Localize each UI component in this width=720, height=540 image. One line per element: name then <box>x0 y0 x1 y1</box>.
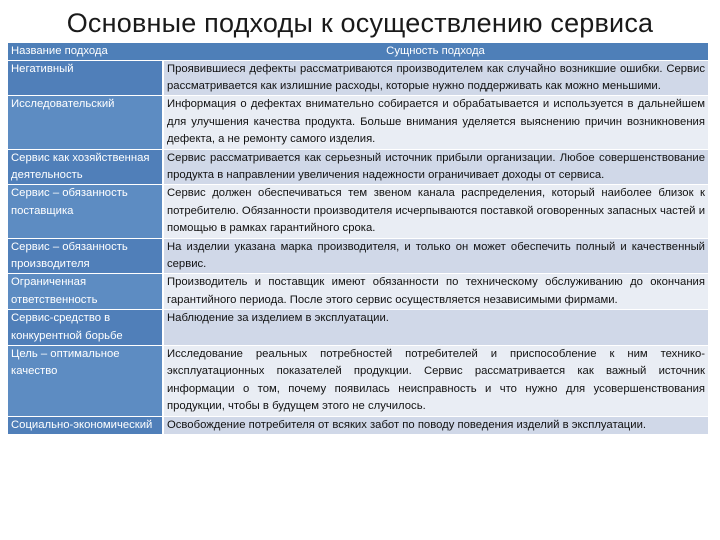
table-row <box>8 416 708 434</box>
approach-description: Сервис рассматривается как серьезный источник прибыли организации. Любое совершенствование продукта в направлении увеличения надежности ограничивает доходы от сервиса. <box>163 149 708 185</box>
approach-description: Проявившиеся дефекты рассматриваются производителем как случайно возникшие ошибки. Сервис рассматривается как излишние расходы, которые нужно поддерживать как можно меньшими. <box>163 60 708 96</box>
approach-description: Информация о дефектах внимательно собирается и обрабатывается и используется в дальнейшем для улучшения качества продукта. Больше внимания уделяется выяснению причин возникновения дефекта, а не ремонту самого изделия. <box>163 96 708 149</box>
column-header-name: Название подхода <box>8 43 163 60</box>
approaches-table <box>8 43 708 435</box>
approach-name: Исследовательский <box>8 96 163 149</box>
table-row <box>8 310 708 346</box>
approach-description: Производитель и поставщик имеют обязанности по техническому обслуживанию до окончания гарантийного периода. После этого сервис осуществляется независимыми фирмами. <box>163 274 708 310</box>
approach-name: Сервис – обязанность поставщика <box>8 185 163 238</box>
approach-description: Наблюдение за изделием в эксплуатации. <box>163 310 708 346</box>
approach-description: Сервис должен обеспечиваться тем звеном канала распределения, который наиболее близок к потребителю. Обязанности производителя исчерпываются поставкой оговоренных запасных частей и помощью в рамках гарантийного срока. <box>163 185 708 238</box>
approach-name: Сервис – обязанность производителя <box>8 238 163 274</box>
table-header-row <box>8 43 708 60</box>
table-row <box>8 149 708 185</box>
column-header-essence: Сущность подхода <box>163 43 708 60</box>
slide-title: Основные подходы к осуществлению сервиса <box>66 8 654 38</box>
approach-description: Исследование реальных потребностей потребителей и приспособление к ним технико-эксплуатационных показателей продукции. Сервис рассматривается как важный источник информации о том, почему появилась неисправность и что нужно для усовершенствования продукции, чтобы в будущем этого не случилось. <box>163 346 708 417</box>
approach-name: Негативный <box>8 60 163 96</box>
approach-name: Сервис как хозяйственная деятельность <box>8 149 163 185</box>
approach-description: Освобождение потребителя от всяких забот по поводу поведения изделий в эксплуатации. <box>163 416 708 434</box>
table-row <box>8 185 708 238</box>
approach-name: Социально-экономический <box>8 416 163 434</box>
table-row <box>8 274 708 310</box>
table-row <box>8 238 708 274</box>
approach-name: Сервис-средство в конкурентной борьбе <box>8 310 163 346</box>
table-row <box>8 346 708 417</box>
approach-name: Цель – оптимальное качество <box>8 346 163 417</box>
approach-name: Ограниченная ответственность <box>8 274 163 310</box>
table-row <box>8 96 708 149</box>
table-row <box>8 60 708 96</box>
approach-description: На изделии указана марка производителя, и только он может обеспечить полный и качественный сервис. <box>163 238 708 274</box>
